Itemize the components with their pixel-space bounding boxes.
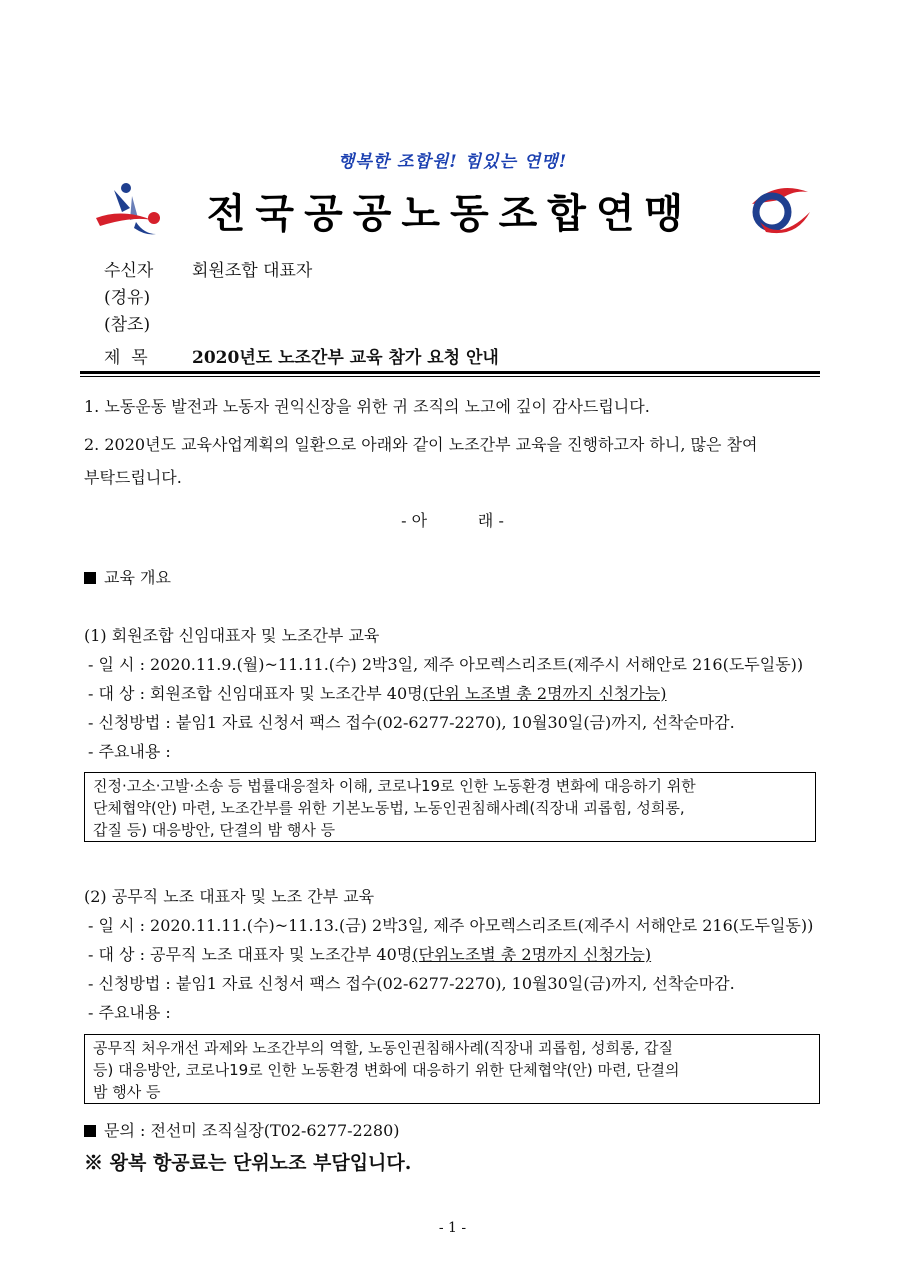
- union-logo-left: [92, 178, 168, 240]
- section-1-content-line: 갑질 등) 대응방안, 단결의 밤 행사 등: [93, 821, 336, 839]
- section-2-target-text: - 대 상 : 공무직 노조 대표자 및 노조간부 40명: [88, 945, 413, 964]
- contact-line: [84, 1118, 400, 1141]
- section-1-title: (1) 회원조합 신임대표자 및 노조간부 교육: [84, 626, 380, 645]
- section-1-content-line: 진정·고소·고발·소송 등 법률대응절차 이해, 코로나19로 인한 노동환경 변화에 대응하기 위한: [93, 777, 696, 795]
- recipient-label: 수신자: [104, 261, 154, 281]
- airfare-notice: ※ 왕복 항공료는 단위노조 부담입니다.: [84, 1152, 412, 1174]
- section-2-content-label: - 주요내용 :: [88, 1003, 171, 1022]
- section-2-content-line: 공무직 처우개선 과제와 노조간부의 역할, 노동인권침해사례(직장내 괴롭힘, 성희롱, 갑질: [93, 1039, 673, 1057]
- contact-text: 문의 : 전선미 조직실장(T02-6277-2280): [104, 1121, 400, 1140]
- below-heading: - 아 래 -: [401, 511, 504, 530]
- paragraph-2-line-1: 2. 2020년도 교육사업계획의 일환으로 아래와 같이 노조간부 교육을 진행하고자 하니, 많은 참여: [84, 435, 758, 454]
- via-label: (경유): [104, 288, 151, 308]
- section-1-content-line: 단체협약(안) 마련, 노조간부를 위한 기본노동법, 노동인권침해사례(직장내 괴롭힘, 성희롱,: [93, 799, 685, 817]
- square-bullet-icon: [84, 572, 96, 584]
- subject-label: 제 목: [104, 348, 148, 368]
- section-2-title: (2) 공무직 노조 대표자 및 노조 간부 교육: [84, 887, 375, 906]
- recipient-value: 회원조합 대표자: [192, 261, 313, 281]
- paragraph-1: 1. 노동운동 발전과 노동자 권익신장을 위한 귀 조직의 노고에 깊이 감사드립니다.: [84, 397, 650, 416]
- paragraph-2-line-2: 부탁드립니다.: [84, 468, 182, 487]
- union-logo-right: [746, 182, 816, 240]
- section-2-target: [88, 942, 651, 965]
- header-divider-thin: [80, 376, 820, 377]
- section-1-apply: - 신청방법 : 붙임1 자료 신청서 팩스 접수(02-6277-2270), 10월30일(금)까지, 선착순마감.: [88, 713, 735, 732]
- section-2-target-note: (단위노조별 총 2명까지 신청가능): [412, 945, 652, 964]
- overview-heading: [84, 565, 171, 588]
- section-1-target-note: (단위 노조별 총 2명까지 신청가능): [422, 684, 667, 703]
- section-1-date: - 일 시 : 2020.11.9.(월)~11.11.(수) 2박3일, 제주 아모렉스리조트(제주시 서해안로 216(도두일동)): [88, 655, 804, 674]
- section-1-target: [88, 681, 667, 704]
- page-number: - 1 -: [438, 1220, 467, 1236]
- square-bullet-icon: [84, 1125, 96, 1137]
- section-1-target-text: - 대 상 : 회원조합 신임대표자 및 노조간부 40명: [88, 684, 423, 703]
- section-1-content-label: - 주요내용 :: [88, 742, 171, 761]
- reference-label: (참조): [104, 315, 151, 335]
- section-1-content-box: [84, 772, 816, 842]
- section-2-apply: - 신청방법 : 붙임1 자료 신청서 팩스 접수(02-6277-2270), 10월30일(금)까지, 선착순마감.: [88, 974, 735, 993]
- subject-value: 2020년도 노조간부 교육 참가 요청 안내: [192, 348, 499, 368]
- section-2-date: - 일 시 : 2020.11.11.(수)~11.13.(금) 2박3일, 제주 아모렉스리조트(제주시 서해안로 216(도두일동)): [88, 916, 814, 935]
- header-divider-thick: [80, 371, 820, 374]
- overview-label: 교육 개요: [104, 568, 171, 587]
- slogan: 행복한 조합원! 힘있는 연맹!: [337, 152, 568, 172]
- section-2-content-line: 밤 행사 등: [93, 1083, 161, 1101]
- organization-name: 전국공공노동조합연맹: [206, 191, 694, 237]
- section-2-content-box: [84, 1034, 820, 1104]
- section-2-content-line: 등) 대응방안, 코로나19로 인한 노동환경 변화에 대응하기 위한 단체협약(안) 마련, 단결의: [93, 1061, 680, 1079]
